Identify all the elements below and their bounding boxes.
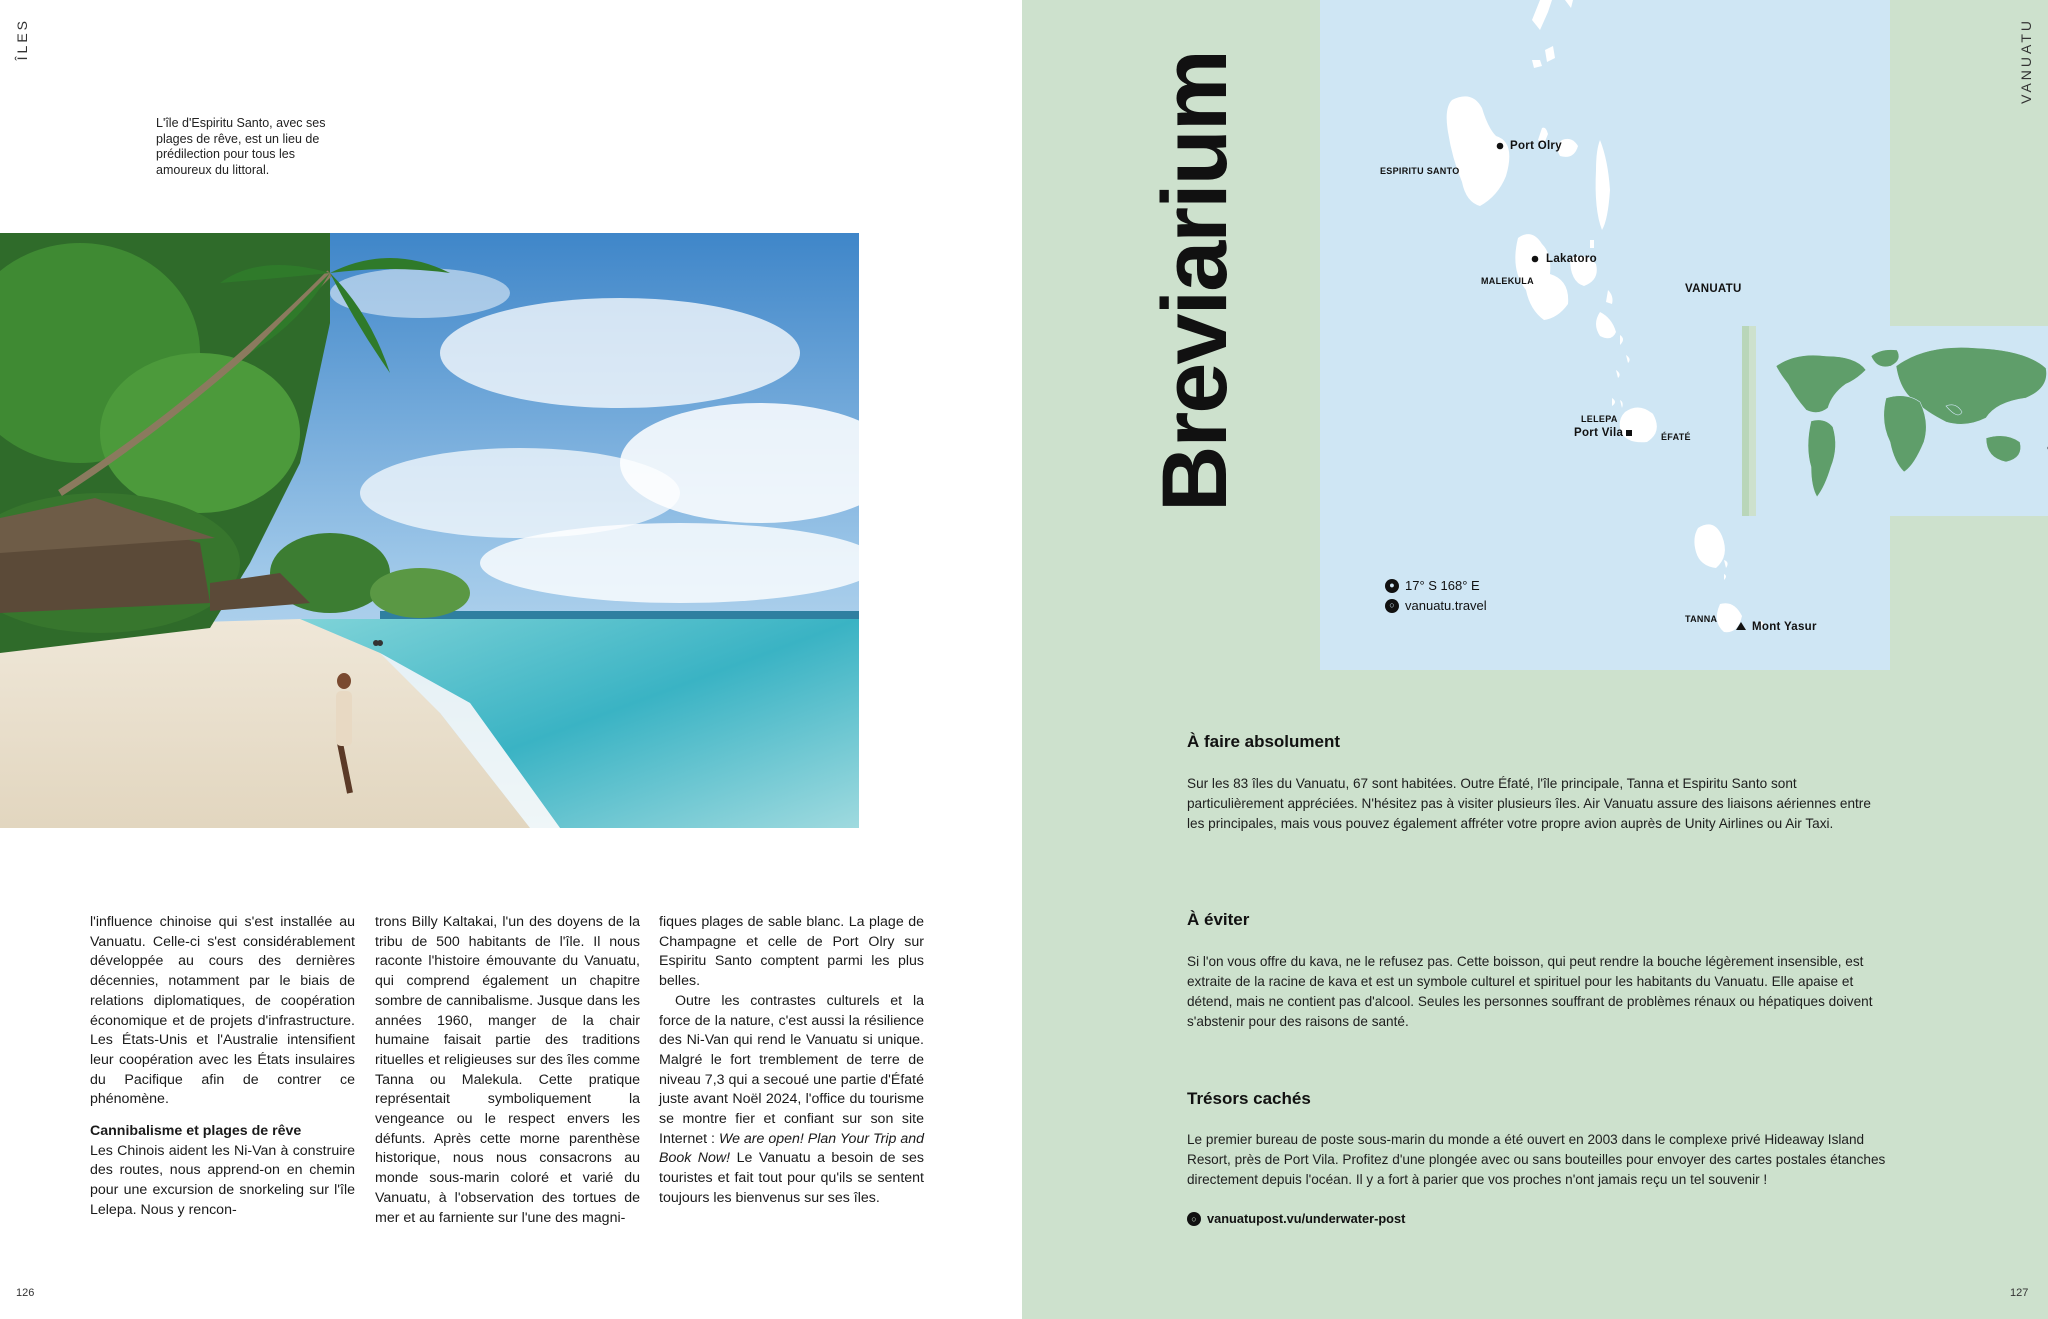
beach-photo [0, 233, 859, 828]
map-label-efate: ÉFATÉ [1661, 432, 1691, 442]
map-label-lakatoro: Lakatoro [1546, 253, 1597, 265]
section-label: VANUATU [2018, 18, 2034, 104]
section-title-avoid: À éviter [1187, 910, 1250, 929]
map-label-mont-yasur: Mont Yasur [1752, 621, 1817, 633]
globe-icon: ○ [1187, 1212, 1201, 1226]
website-text[interactable]: vanuatu.travel [1405, 598, 1487, 613]
world-map-inset [1742, 326, 2048, 516]
underwater-post-link[interactable] [1187, 1211, 1405, 1226]
world-map [1756, 326, 2048, 516]
section-label: ÎLES [14, 18, 30, 61]
section-title-must-do: À faire absolument [1187, 732, 1341, 751]
page-title [1140, 51, 1250, 512]
page-number-right: 127 [2010, 1287, 2029, 1299]
article-column-3 [659, 913, 924, 1209]
map-coordinates [1385, 578, 1480, 593]
paragraph-text: Le Vanuatu a besoin de ses touristes et fait tout pour qu'ils se sentent toujours les bienvenus sur ses îles. [659, 1150, 924, 1206]
subheading: Cannibalisme et plages de rêve [90, 1123, 302, 1140]
section-text-avoid: Si l'on vous offre du kava, ne le refusez pas. Cette boisson, qui peut rendre la bouche légèrement insensible, est extraite de la racine de kava et est un symbole culturel et spirituel pour les habitants du Vanuatu. Elle apaise et détend, mais ne contient pas d'alcool. Seules les personnes souffrant de problèmes rénaux ou hépatiques doivent s'abstenir pour des raisons de santé. [1187, 954, 1873, 1029]
paragraph: fiques plages de sable blanc. La plage de Champagne et celle de Port Olry sur Espiritu Santo comptent parmi les plus belles. [659, 914, 924, 990]
map-label-tanna: TANNA [1685, 614, 1718, 624]
italic-quote: We are open! Plan Your Trip and Book Now! [659, 1130, 924, 1167]
world-map-background [1756, 326, 2048, 516]
paragraph: trons Billy Kaltakai, l'un des doyens de la tribu de 500 habitants de l'île. Il nous raconte l'histoire émouvante du Vanuatu, qui comprend également un chapitre sombre de cannibalisme. Jusque dans les années 1960, manger de la chair humaine faisait partie des traditions rituelles et religieuses sur des îles comme Tanna ou Malekula. Cette pratique représentait symboliquement la vengeance ou le respect envers les défunts. Après cette morne parenthèse historique, nous nous consacrons au monde sous-marin coloré et varié du Vanuatu, à l'observation des tortues de mer et au farniente sur l'une des magni- [375, 914, 640, 1226]
beach-photo-illustration [0, 233, 859, 828]
map-label-vanuatu: VANUATU [1685, 283, 1742, 295]
section-text-must-do: Sur les 83 îles du Vanuatu, 67 sont habitées. Outre Éfaté, l'île principale, Tanna et Espiritu Santo sont particulièrement appréciées. N'hésitez pas à visiter plusieurs îles. Air Vanuatu assure des liaisons aériennes entre les principales, mais vous pouvez également affréter votre propre avion auprès de Unity Airlines ou Air Taxi. [1187, 776, 1871, 831]
map-label-malekula: MALEKULA [1481, 276, 1534, 286]
page-number-left: 126 [16, 1287, 35, 1299]
paragraph-text: Outre les contrastes culturels et la force de la nature, c'est aussi la résilience des Ni-Van qui rend le Vanuatu si unique. Malgré le fort tremblement de terre de niveau 7,3 qui a secoué une partie d'Éfaté juste avant Noël 2024, l'office du tourisme se montre fier et confiant sur son site Internet : [659, 992, 924, 1147]
globe-icon: ○ [1385, 599, 1399, 613]
title-text: Breviarium [1144, 51, 1246, 512]
photo-caption: L'île d'Espiritu Santo, avec ses plages de rêve, est un lieu de prédilection pour tous les amoureux du littoral. [156, 116, 326, 177]
map-website[interactable] [1385, 598, 1487, 613]
location-pin-icon: ● [1385, 579, 1399, 593]
map-label-espiritu-santo: ESPIRITU SANTO [1380, 166, 1460, 176]
paragraph [659, 992, 924, 1209]
article-column-2 [375, 913, 640, 1228]
paragraph: l'influence chinoise qui s'est installée au Vanuatu. Celle-ci s'est considérablement développée au cours des dernières décennies, notamment par le biais de relations diplomatiques, de coopération économique et de projets d'infrastructure. Les États-Unis et l'Australie intensifient leur coopération avec les États insulaires du Pacifique afin de contrer ce phénomène. [90, 914, 355, 1108]
coordinates-text: 17° S 168° E [1405, 578, 1480, 593]
link-text[interactable]: vanuatupost.vu/underwater-post [1207, 1211, 1406, 1226]
section-title-hidden-treasures: Trésors cachés [1187, 1089, 1311, 1108]
map-label-port-vila: Port Vila [1574, 427, 1624, 439]
map-label-port-olry: Port Olry [1510, 140, 1562, 152]
paragraph: Les Chinois aident les Ni-Van à construire des routes, nous apprend-on en chemin pour une excursion de snorkeling sur l'île Lelepa. Nous y rencon- [90, 1142, 355, 1218]
map-label-lelepa: LELEPA [1581, 414, 1618, 424]
section-text-hidden-treasures: Le premier bureau de poste sous-marin du monde a été ouvert en 2003 dans le complexe privé Hideaway Island Resort, près de Port Vila. Profitez d'une plongée avec ou sans bouteilles pour envoyer des cartes postales étanches directement depuis l'océan. Il y a fort à parier que vos proches n'ont jamais reçu un tel souvenir ! [1187, 1132, 1886, 1187]
article-column-1 [90, 913, 355, 1221]
